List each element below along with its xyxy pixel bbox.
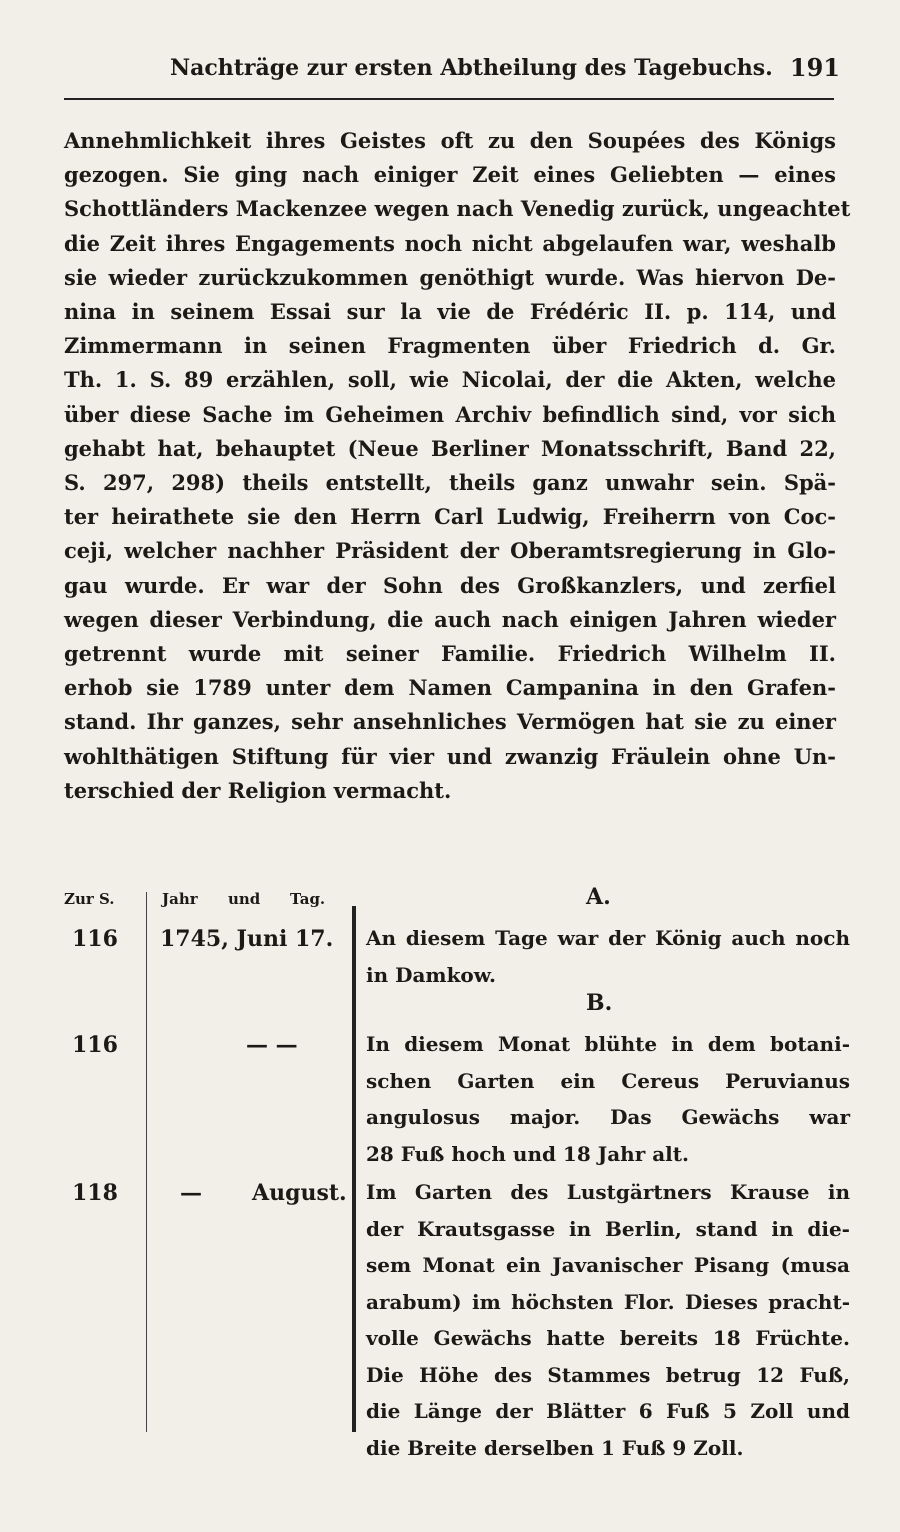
entry-line: angulosus major. Das Gewächs war [366, 1105, 850, 1129]
body-line: Schottländers Mackenzee wegen nach Venedig zurück, ungeachtet [64, 196, 851, 222]
body-line: wohlthätigen Stiftung für vier und zwanzig Fräulein ohne Un- [64, 743, 836, 769]
entry-text [366, 920, 850, 993]
column-header-and: und [228, 890, 261, 908]
body-line: sie wieder zurückzukommen genöthigt wurde. Was hiervon De- [64, 264, 836, 290]
entry-letter: A. [586, 884, 611, 910]
running-title: Nachträge zur ersten Abtheilung des Tagebuchs. [170, 55, 773, 81]
entry-letter: B. [586, 990, 613, 1016]
entry-date: August. [252, 1180, 347, 1206]
body-line: getrennt wurde mit seiner Familie. Friedrich Wilhelm II. [64, 641, 836, 667]
body-line: stand. Ihr ganzes, sehr ansehnliches Vermögen hat sie zu einer [64, 709, 836, 735]
body-line: die Zeit ihres Engagements noch nicht abgelaufen war, weshalb [64, 230, 836, 256]
entry-line: schen Garten ein Cereus Peruvianus [366, 1068, 850, 1093]
entry-text [366, 1026, 850, 1172]
entry-line: in Damkow. [366, 962, 496, 987]
entry-line: An diesem Tage war der König auch noch [366, 926, 850, 950]
entry-line: volle Gewächs hatte bereits 18 Früchte. [366, 1326, 850, 1350]
entry-date: 1745, Juni 17. [160, 926, 334, 952]
column-header-page: Zur S. [64, 890, 115, 908]
entry-line: Die Höhe des Stammes betrug 12 Fuß, [366, 1362, 850, 1387]
body-line: wegen dieser Verbindung, die auch nach einigen Jahren wieder [64, 606, 836, 632]
body-line: gehabt hat, behauptet (Neue Berliner Monatsschrift, Band 22, [64, 435, 836, 461]
body-line: gezogen. Sie ging nach einiger Zeit eines Geliebten — eines [64, 162, 836, 188]
column-header-day: Tag. [290, 890, 326, 908]
entry-page-ref: 116 [72, 1032, 118, 1058]
entry-line: In diesem Monat blühte in dem botani- [366, 1032, 850, 1056]
entry-page-ref: 116 [72, 926, 118, 952]
body-line: Th. 1. S. 89 erzählen, soll, wie Nicolai, der die Akten, welche [64, 367, 836, 393]
body-line: terschied der Religion vermacht. [64, 777, 452, 803]
column-divider [146, 892, 147, 1432]
body-line: über diese Sache im Geheimen Archiv befindlich sind, vor sich [64, 401, 836, 427]
entry-line: sem Monat ein Javanischer Pisang (musa [366, 1253, 850, 1277]
entry-line: arabum) im höchsten Flor. Dieses pracht- [366, 1289, 850, 1314]
body-paragraph [64, 124, 851, 808]
column-divider-thick [352, 906, 356, 1432]
body-line: erhob sie 1789 unter dem Namen Campanina in den Grafen- [64, 675, 836, 701]
entry-page-ref: 118 [72, 1180, 118, 1206]
body-line: nina in seinem Essai sur la vie de Frédéric II. p. 114, und [64, 299, 836, 325]
entry-line: 28 Fuß hoch und 18 Jahr alt. [366, 1141, 689, 1166]
body-line: S. 297, 298) theils entstellt, theils ganz unwahr sein. Spä- [64, 470, 836, 496]
header-rule [64, 98, 834, 100]
entry-date-dash: — [180, 1180, 202, 1206]
entry-line: die Breite derselben 1 Fuß 9 Zoll. [366, 1435, 744, 1460]
entry-line: der Krautsgasse in Berlin, stand in die- [366, 1216, 850, 1241]
body-line: Zimmermann in seinen Fragmenten über Friedrich d. Gr. [64, 333, 836, 359]
entry-line: Im Garten des Lustgärtners Krause in [366, 1180, 850, 1204]
column-header-year: Jahr [162, 890, 198, 908]
entry-text [366, 1174, 850, 1466]
body-line: ceji, welcher nachher Präsident der Oberamtsregierung in Glo- [64, 538, 836, 564]
body-line: ter heirathete sie den Herrn Carl Ludwig, Freiherrn von Coc- [64, 504, 836, 530]
entry-date: — — [246, 1032, 298, 1058]
body-line: gau wurde. Er war der Sohn des Großkanzlers, und zerfiel [64, 572, 836, 598]
body-line: Annehmlichkeit ihres Geistes oft zu den Soupées des Königs [64, 128, 836, 153]
entry-line: die Länge der Blätter 6 Fuß 5 Zoll und [366, 1399, 850, 1423]
page-number: 191 [789, 53, 840, 82]
